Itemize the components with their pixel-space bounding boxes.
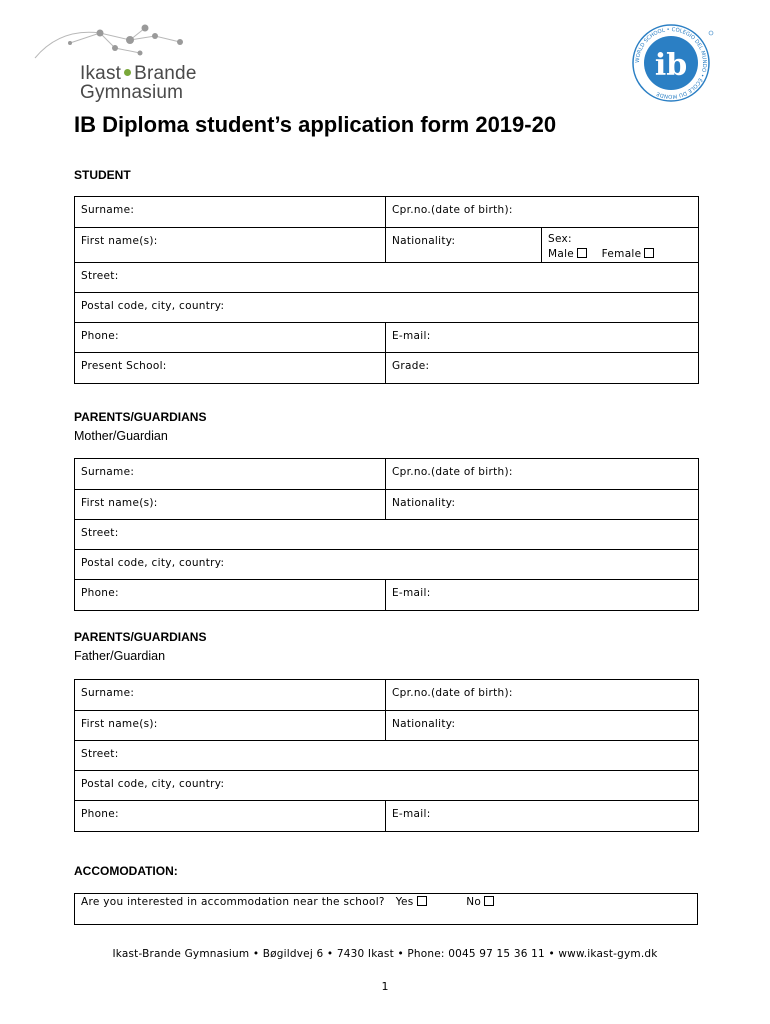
student-first-names-field[interactable]: First name(s):	[75, 228, 386, 263]
father-first-names-field[interactable]: First name(s):	[75, 711, 386, 741]
school-logo	[30, 18, 230, 108]
accommodation-question-field	[75, 894, 698, 925]
green-dot-icon	[124, 69, 131, 76]
mother-nationality-field[interactable]: Nationality:	[386, 490, 699, 520]
svg-text:ib: ib	[654, 48, 688, 83]
father-phone-field[interactable]: Phone:	[75, 801, 386, 832]
male-checkbox[interactable]	[577, 248, 587, 258]
student-cpr-field[interactable]: Cpr.no.(date of birth):	[386, 197, 699, 228]
father-email-field[interactable]: E-mail:	[386, 801, 699, 832]
student-surname-field[interactable]: Surname:	[75, 197, 386, 228]
student-present-school-field[interactable]: Present School:	[75, 353, 386, 384]
student-sex-field: Sex: Male Female	[542, 228, 699, 263]
student-nationality-field[interactable]: Nationality:	[386, 228, 542, 263]
mother-heading: PARENTS/GUARDIANS	[74, 410, 207, 424]
mother-street-field[interactable]: Street:	[75, 520, 699, 550]
yes-checkbox[interactable]	[417, 896, 427, 906]
mother-email-field[interactable]: E-mail:	[386, 580, 699, 611]
logo-word-gymnasium: Gymnasium	[80, 82, 184, 103]
accommodation-table	[74, 893, 698, 925]
logo-word-ikast: Ikast	[80, 63, 122, 84]
father-table	[74, 679, 699, 832]
yes-label: Yes	[395, 896, 414, 908]
ib-world-school-logo	[628, 20, 718, 106]
father-street-field[interactable]: Street:	[75, 741, 699, 771]
svg-text:WORLD SCHOOL • COLEGIO DEL MUN: WORLD SCHOOL • COLEGIO DEL MUNDO • ÉCOLE DU MONDE	[634, 26, 708, 100]
mother-subheading: Mother/Guardian	[74, 429, 168, 443]
mother-first-names-field[interactable]: First name(s):	[75, 490, 386, 520]
page-title: IB Diploma student’s application form 2019-20	[74, 112, 557, 137]
father-postal-field[interactable]: Postal code, city, country:	[75, 771, 699, 801]
student-phone-field[interactable]: Phone:	[75, 323, 386, 353]
page-number: 1	[381, 980, 389, 993]
accommodation-heading: ACCOMODATION:	[74, 864, 178, 878]
female-checkbox[interactable]	[644, 248, 654, 258]
no-checkbox[interactable]	[484, 896, 494, 906]
logo-word-brande: Brande	[134, 63, 197, 84]
father-subheading: Father/Guardian	[74, 649, 166, 663]
molecule-graphic-icon	[30, 18, 230, 68]
student-street-field[interactable]: Street:	[75, 263, 699, 293]
student-heading: STUDENT	[74, 168, 131, 182]
mother-surname-field[interactable]: Surname:	[75, 459, 386, 490]
student-grade-field[interactable]: Grade:	[386, 353, 699, 384]
accommodation-question: Are you interested in accommodation near the school?	[81, 896, 385, 908]
mother-cpr-field[interactable]: Cpr.no.(date of birth):	[386, 459, 699, 490]
student-postal-field[interactable]: Postal code, city, country:	[75, 293, 699, 323]
father-surname-field[interactable]: Surname:	[75, 680, 386, 711]
mother-phone-field[interactable]: Phone:	[75, 580, 386, 611]
student-table	[74, 196, 699, 384]
no-label: No	[466, 896, 482, 908]
father-nationality-field[interactable]: Nationality:	[386, 711, 699, 741]
father-cpr-field[interactable]: Cpr.no.(date of birth):	[386, 680, 699, 711]
student-email-field[interactable]: E-mail:	[386, 323, 699, 353]
father-heading: PARENTS/GUARDIANS	[74, 630, 207, 644]
mother-postal-field[interactable]: Postal code, city, country:	[75, 550, 699, 580]
footer-address: Ikast-Brande Gymnasium • Bøgildvej 6 • 7430 Ikast • Phone: 0045 97 15 36 11 • www.ikast-gym.dk	[112, 948, 658, 960]
school-logo-text	[80, 64, 197, 102]
mother-table	[74, 458, 699, 611]
